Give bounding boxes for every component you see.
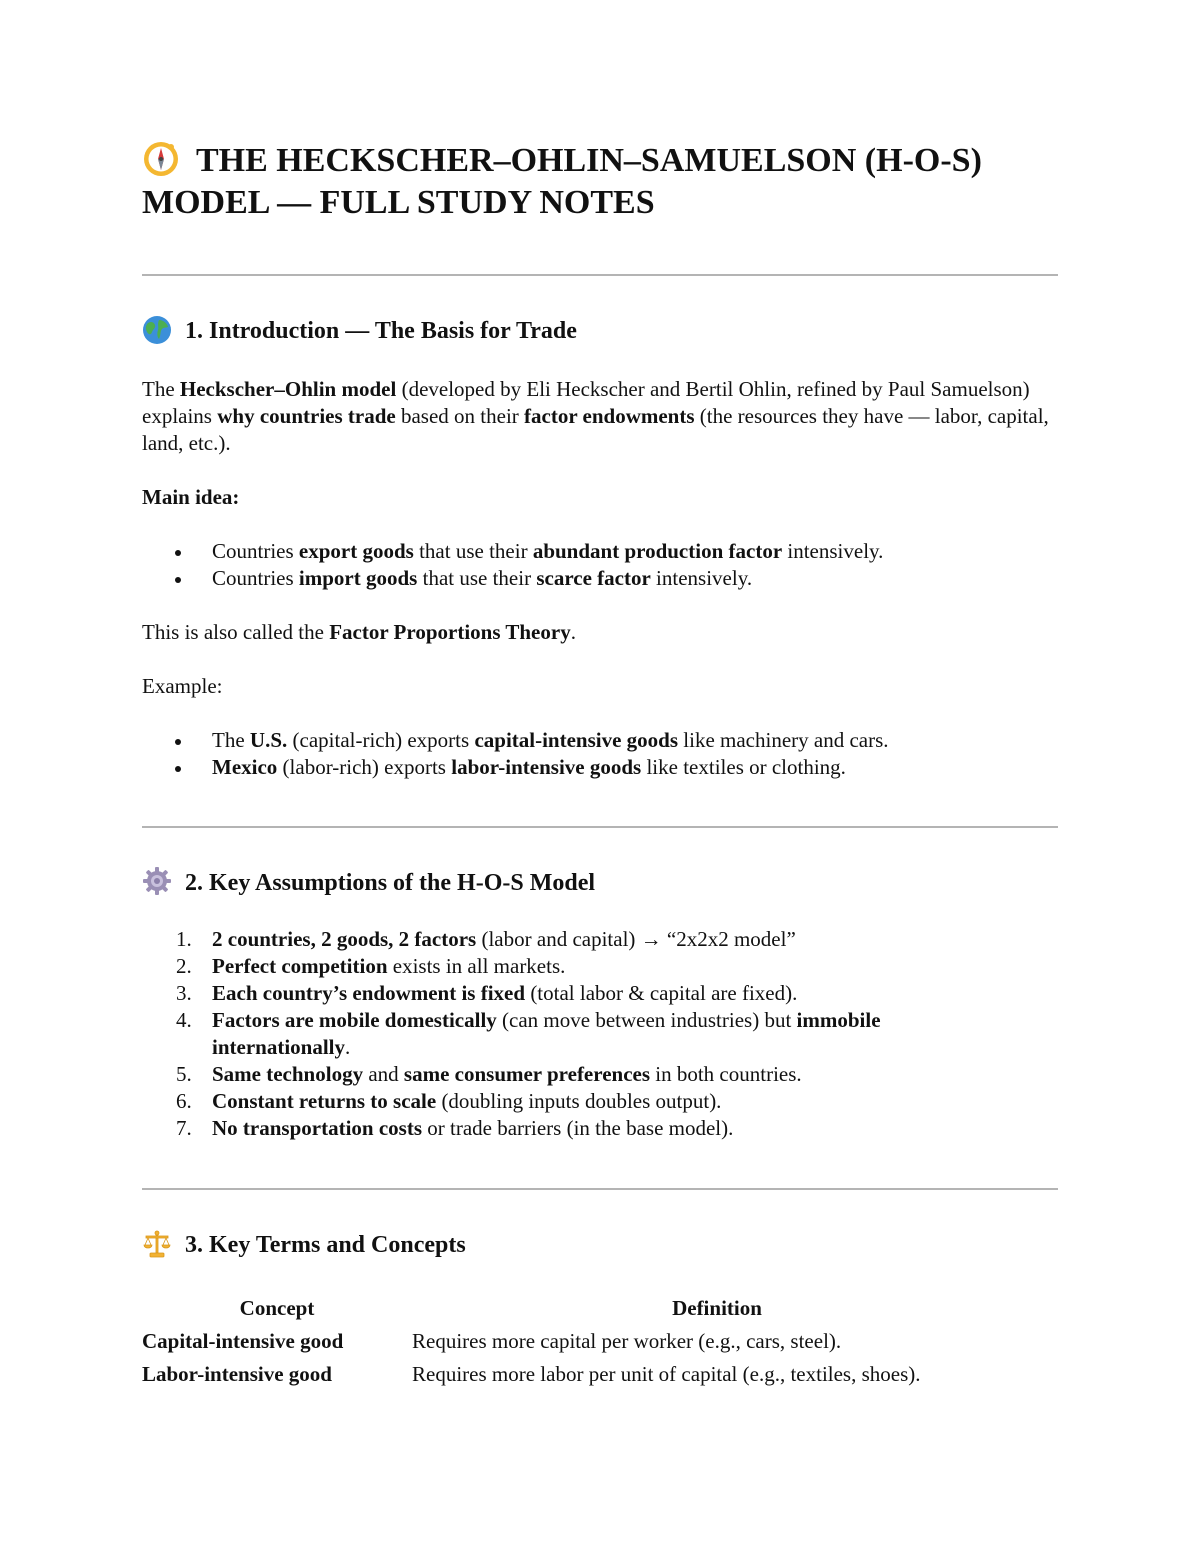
bullet-text: that use their — [413, 538, 533, 563]
list-item — [142, 538, 1058, 565]
item-bold: Each country’s endowment is fixed — [212, 981, 526, 1006]
item-text: and — [363, 1062, 404, 1087]
bullet-bold: export goods — [298, 538, 414, 563]
intro-text-3: based on their — [395, 403, 525, 428]
intro-bold-3: factor endowments — [524, 403, 695, 428]
bullet-text: that use their — [417, 565, 537, 590]
section-3-title: 3. Key Terms and Concepts — [185, 1232, 466, 1259]
column-header-concept: Concept — [239, 1295, 315, 1320]
example-text: (capital-rich) exports — [287, 727, 475, 752]
section-2-heading — [142, 868, 1058, 899]
section-1-heading — [142, 316, 1058, 347]
globe-icon — [142, 315, 172, 345]
list-number: 2. — [176, 954, 192, 979]
example-bold: U.S. — [249, 727, 288, 752]
example-label: Example: — [142, 673, 223, 698]
item-text: or trade barriers (in the base model). — [422, 1116, 734, 1141]
list-number: 3. — [176, 981, 192, 1006]
list-item — [142, 754, 1058, 781]
item-bold: same consumer preferences — [403, 1062, 651, 1087]
item-text: exists in all markets. — [387, 954, 566, 979]
item-text: (can move between industries) but — [496, 1008, 797, 1033]
item-text: (doubling inputs doubles output). — [436, 1089, 722, 1114]
gear-icon — [142, 866, 172, 896]
example-bold: labor-intensive goods — [451, 754, 642, 779]
table-cell: Requires more capital per worker (e.g., cars, steel). — [412, 1328, 842, 1353]
column-header-definition: Definition — [672, 1295, 762, 1320]
item-text: (total labor & capital are fixed). — [525, 981, 798, 1006]
item-bold: Factors are mobile domestically — [212, 1008, 497, 1033]
list-number: 4. — [176, 1008, 192, 1033]
table-row — [142, 1325, 1022, 1358]
also-bold: Factor Proportions Theory — [329, 619, 571, 644]
list-item — [142, 1061, 1058, 1088]
bullet-bold: import goods — [298, 565, 418, 590]
also-text-2: . — [570, 619, 576, 644]
list-item — [142, 1115, 1058, 1142]
example-text: like machinery and cars. — [678, 727, 889, 752]
assumptions-list — [142, 926, 1058, 1142]
document-content — [142, 140, 1058, 1391]
item-text: in both countries. — [650, 1062, 802, 1087]
section-1-title: 1. Introduction — The Basis for Trade — [185, 318, 577, 345]
item-text: . — [345, 1035, 351, 1060]
intro-text-4: (the resources they have — labor, capital, land, etc.). — [142, 403, 1049, 455]
item-bold: Perfect competition — [212, 954, 388, 979]
item-bold: No transportation costs — [212, 1116, 422, 1141]
table-row — [142, 1358, 1022, 1391]
list-item — [142, 1007, 1058, 1061]
bullet-bold: abundant production factor — [532, 538, 783, 563]
table-cell: Capital-intensive good — [142, 1328, 344, 1353]
table-cell: Labor-intensive good — [142, 1361, 332, 1386]
example-text: The — [212, 727, 250, 752]
intro-bold-1: Heckscher–Ohlin model — [179, 376, 397, 401]
bullet-text: Countries — [212, 565, 299, 590]
list-item — [142, 1088, 1058, 1115]
list-item — [142, 980, 1058, 1007]
page-title — [142, 140, 1058, 224]
example-bold: Mexico — [212, 754, 278, 779]
title-line-2: MODEL — FULL STUDY NOTES — [142, 184, 655, 222]
item-text: (labor and capital) → “2x2x2 model” — [476, 927, 796, 952]
compass-icon — [142, 140, 180, 178]
list-item — [142, 565, 1058, 592]
intro-text-2: (developed by Eli Heckscher and Bertil Ohlin, refined by Paul Samuelson) explains — [142, 376, 1030, 428]
scales-icon — [142, 1229, 172, 1259]
section-3-heading — [142, 1230, 1058, 1261]
list-item — [142, 926, 1058, 953]
bullet-text: intensively. — [782, 538, 884, 563]
list-number: 1. — [176, 927, 192, 952]
intro-text-1: The — [142, 376, 180, 401]
also-called-paragraph — [142, 619, 1058, 646]
example-text: like textiles or clothing. — [641, 754, 846, 779]
intro-paragraph — [142, 376, 1058, 457]
also-text-1: This is also called the — [142, 619, 330, 644]
list-item — [142, 727, 1058, 754]
item-bold: 2 countries, 2 goods, 2 factors — [212, 927, 477, 952]
example-bold: capital-intensive goods — [474, 727, 679, 752]
bullet-text: Countries — [212, 538, 299, 563]
intro-bold-2: why countries trade — [217, 403, 396, 428]
list-item — [142, 953, 1058, 980]
terms-table — [142, 1292, 1022, 1391]
item-bold: immobile internationally — [212, 1008, 881, 1060]
section-2-title: 2. Key Assumptions of the H-O-S Model — [185, 869, 596, 896]
main-idea-list — [142, 538, 1058, 592]
example-list — [142, 727, 1058, 781]
bullet-text: intensively. — [650, 565, 753, 590]
item-bold: Same technology — [212, 1062, 364, 1087]
list-number: 6. — [176, 1089, 192, 1114]
table-cell: Requires more labor per unit of capital (e.g., textiles, shoes). — [412, 1361, 921, 1386]
list-number: 5. — [176, 1062, 192, 1087]
example-text: (labor-rich) exports — [277, 754, 452, 779]
item-bold: Constant returns to scale — [212, 1089, 437, 1114]
bullet-bold: scarce factor — [536, 565, 651, 590]
table-header-row — [142, 1292, 1022, 1325]
title-line-1: THE HECKSCHER–OHLIN–SAMUELSON (H-O-S) — [196, 142, 982, 179]
list-number: 7. — [176, 1116, 192, 1141]
main-idea-label: Main idea: — [142, 484, 240, 509]
